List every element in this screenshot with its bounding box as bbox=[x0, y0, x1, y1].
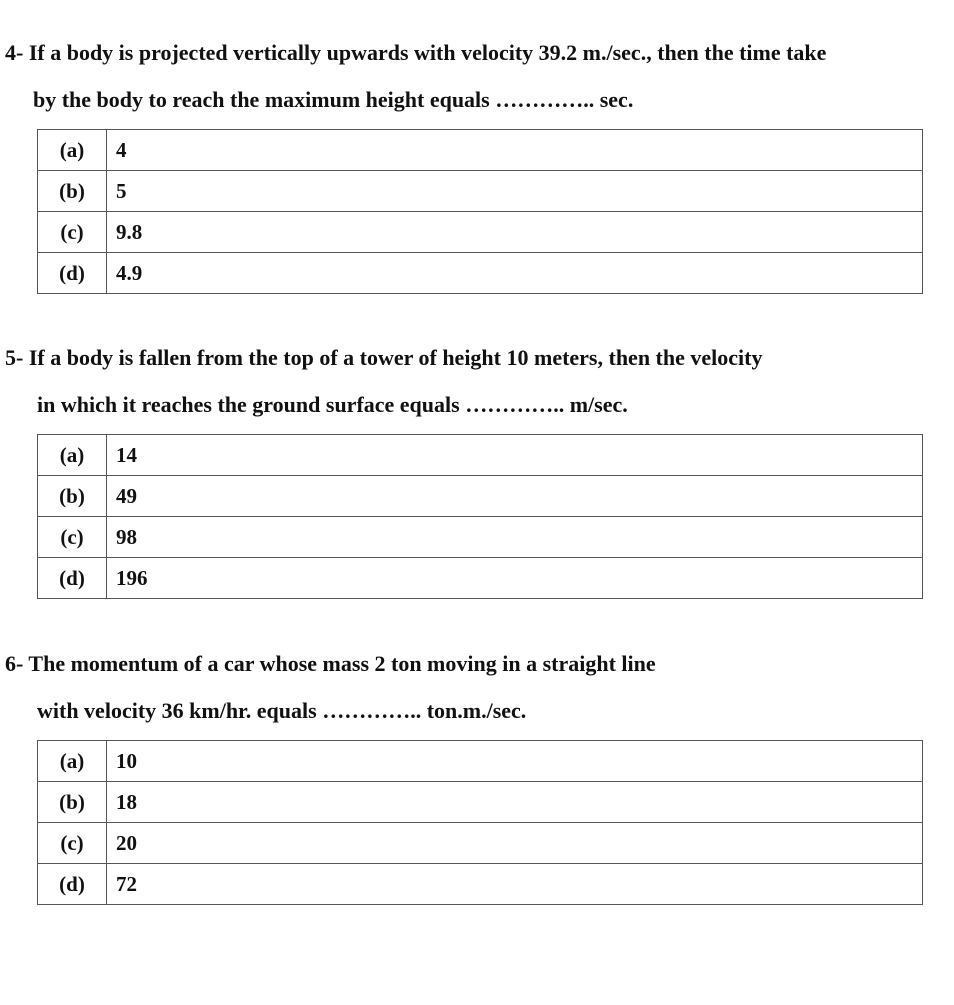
option-letter: (d) bbox=[38, 864, 107, 905]
option-row[interactable] bbox=[38, 741, 923, 782]
option-letter: (b) bbox=[38, 171, 107, 212]
option-row[interactable] bbox=[38, 782, 923, 823]
option-value: 72 bbox=[107, 864, 923, 905]
option-row[interactable] bbox=[38, 864, 923, 905]
option-letter: (c) bbox=[38, 517, 107, 558]
option-value: 14 bbox=[107, 435, 923, 476]
question-6-text-line-2: with velocity 36 km/hr. equals ………….. ton.m./sec. bbox=[37, 698, 527, 723]
option-row[interactable] bbox=[38, 212, 923, 253]
option-value: 4.9 bbox=[107, 253, 923, 294]
option-letter: (b) bbox=[38, 476, 107, 517]
option-value: 18 bbox=[107, 782, 923, 823]
option-letter: (a) bbox=[38, 741, 107, 782]
option-letter: (c) bbox=[38, 823, 107, 864]
option-row[interactable] bbox=[38, 476, 923, 517]
question-5-text-line-2: in which it reaches the ground surface equals ………….. m/sec. bbox=[37, 392, 628, 417]
question-4-options-table bbox=[37, 129, 923, 294]
option-row[interactable] bbox=[38, 171, 923, 212]
option-letter: (b) bbox=[38, 782, 107, 823]
option-row[interactable] bbox=[38, 517, 923, 558]
option-value: 20 bbox=[107, 823, 923, 864]
option-row[interactable] bbox=[38, 558, 923, 599]
option-letter: (c) bbox=[38, 212, 107, 253]
question-5-text-line-1: 5- If a body is fallen from the top of a tower of height 10 meters, then the velocity bbox=[5, 345, 763, 370]
option-value: 9.8 bbox=[107, 212, 923, 253]
option-letter: (d) bbox=[38, 253, 107, 294]
option-value: 98 bbox=[107, 517, 923, 558]
option-value: 4 bbox=[107, 130, 923, 171]
option-value: 10 bbox=[107, 741, 923, 782]
question-4-text-line-2: by the body to reach the maximum height equals ………….. sec. bbox=[33, 87, 634, 112]
question-4-text-line-1: 4- If a body is projected vertically upwards with velocity 39.2 m./sec., then the time take bbox=[5, 40, 827, 65]
question-5-options-table bbox=[37, 434, 923, 599]
option-row[interactable] bbox=[38, 130, 923, 171]
option-value: 196 bbox=[107, 558, 923, 599]
option-row[interactable] bbox=[38, 435, 923, 476]
question-6-text-line-1: 6- The momentum of a car whose mass 2 ton moving in a straight line bbox=[5, 651, 656, 676]
option-row[interactable] bbox=[38, 253, 923, 294]
option-value: 5 bbox=[107, 171, 923, 212]
option-letter: (a) bbox=[38, 130, 107, 171]
option-letter: (a) bbox=[38, 435, 107, 476]
question-6-options-table bbox=[37, 740, 923, 905]
option-letter: (d) bbox=[38, 558, 107, 599]
option-value: 49 bbox=[107, 476, 923, 517]
option-row[interactable] bbox=[38, 823, 923, 864]
